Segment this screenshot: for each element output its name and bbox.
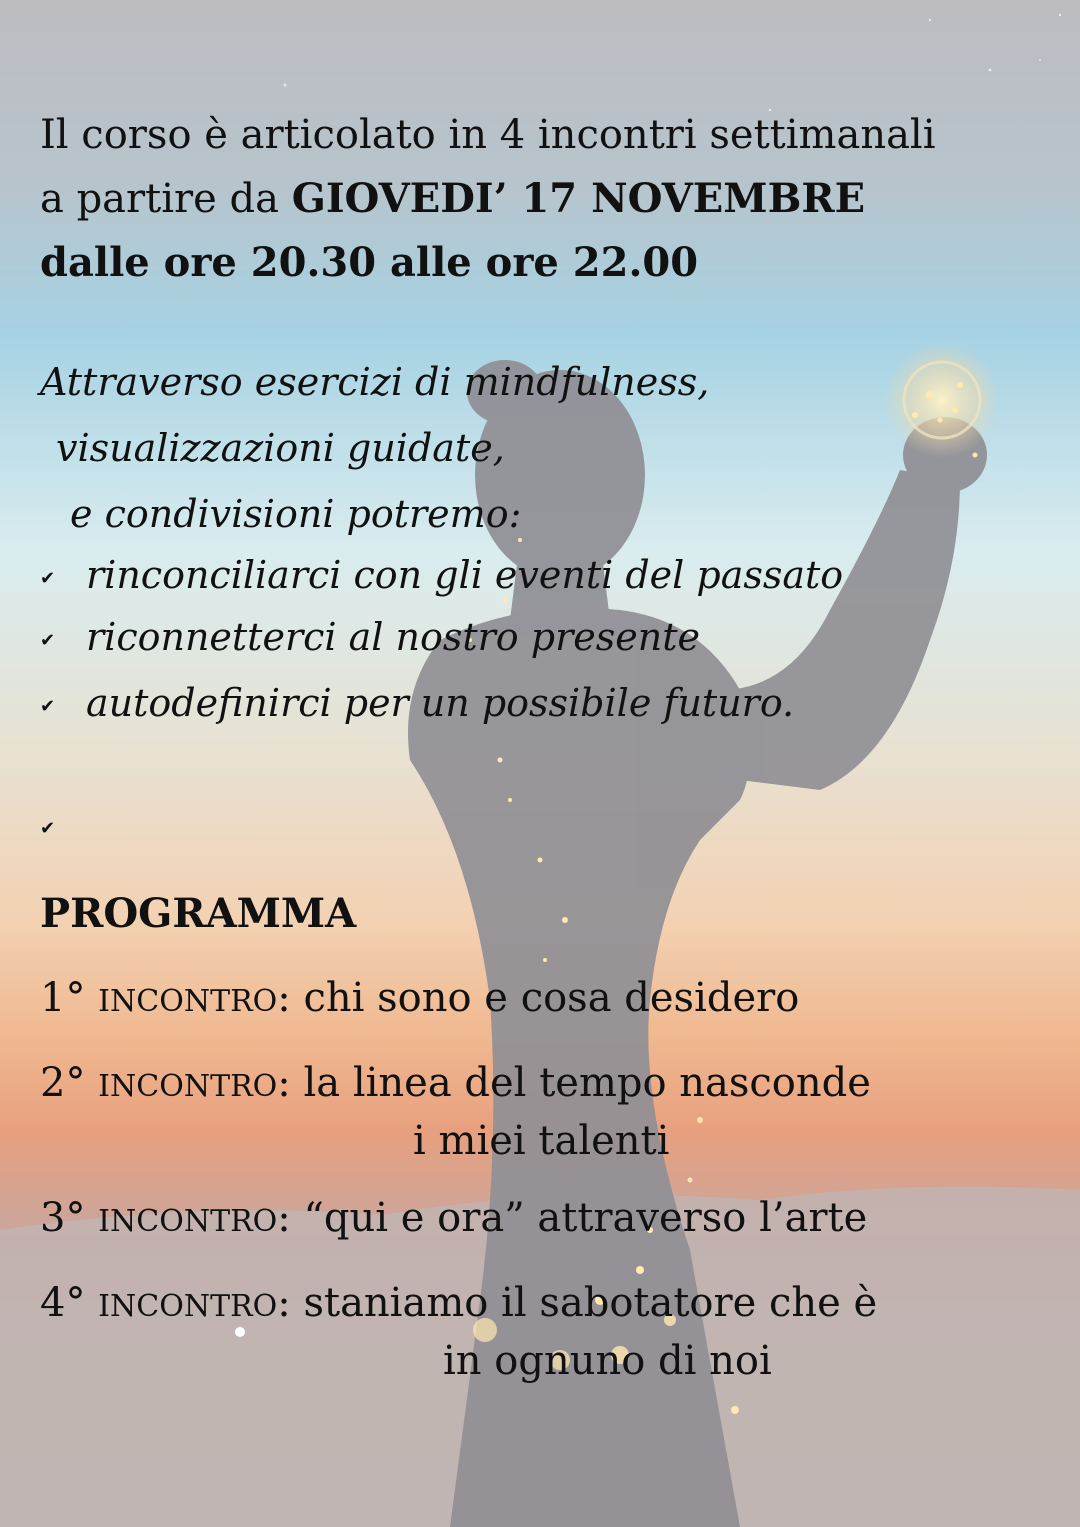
program-item-text: “qui e ora” attraverso l’arte bbox=[303, 1195, 868, 1241]
start-date: GIOVEDI’ 17 NOVEMBRE bbox=[291, 175, 866, 222]
intro-line-2-prefix: a partire da bbox=[40, 176, 292, 222]
check-icon: ✔ bbox=[40, 696, 56, 717]
program-item: 1° INCONTRO: chi sono e cosa desidero bbox=[40, 975, 800, 1021]
program-item-number: 2° bbox=[40, 1060, 86, 1106]
program-item-number: 3° bbox=[40, 1195, 86, 1241]
program-item-word: INCONTRO bbox=[98, 1289, 278, 1324]
bullet-item bbox=[40, 615, 700, 659]
schedule-time: dalle ore 20.30 alle ore 22.00 bbox=[40, 239, 699, 286]
intro-line-1: Il corso è articolato in 4 incontri settimanali bbox=[40, 112, 936, 158]
program-title: PROGRAMMA bbox=[40, 890, 357, 937]
lead-line-2: visualizzazioni guidate, bbox=[56, 426, 505, 470]
lead-line-3: e condivisioni potremo: bbox=[70, 492, 522, 536]
program-item-text: la linea del tempo nasconde bbox=[303, 1060, 871, 1106]
program-item: 3° INCONTRO: “qui e ora” attraverso l’arte bbox=[40, 1195, 868, 1241]
program-item: 4° INCONTRO: staniamo il sabotatore che è bbox=[40, 1280, 878, 1326]
program-item-continuation: in ognuno di noi bbox=[443, 1338, 772, 1384]
bullet-item bbox=[40, 553, 843, 597]
program-item-continuation: i miei talenti bbox=[413, 1118, 670, 1164]
bullet-item bbox=[40, 681, 794, 725]
check-icon: ✔ bbox=[40, 568, 56, 589]
bullet-text: riconnetterci al nostro presente bbox=[86, 615, 700, 659]
program-item-text: staniamo il sabotatore che è bbox=[303, 1280, 878, 1326]
intro-line-2 bbox=[40, 167, 865, 231]
bullet-text: rinconciliarci con gli eventi del passato bbox=[86, 553, 844, 597]
check-icon: ✔ bbox=[40, 630, 56, 651]
empty-bullet-check-icon: ✔ bbox=[40, 818, 56, 839]
program-item: 2° INCONTRO: la linea del tempo nasconde bbox=[40, 1060, 871, 1106]
program-item-text: chi sono e cosa desidero bbox=[303, 975, 800, 1021]
bullet-text: autodefinirci per un possibile futuro. bbox=[86, 681, 795, 725]
program-item-number: 1° bbox=[40, 975, 86, 1021]
program-item-word: INCONTRO bbox=[98, 1204, 278, 1239]
program-item-number: 4° bbox=[40, 1280, 86, 1326]
program-item-word: INCONTRO bbox=[98, 1069, 278, 1104]
program-item-word: INCONTRO bbox=[98, 984, 278, 1019]
lead-line-1: Attraverso esercizi di mindfulness, bbox=[40, 360, 710, 404]
